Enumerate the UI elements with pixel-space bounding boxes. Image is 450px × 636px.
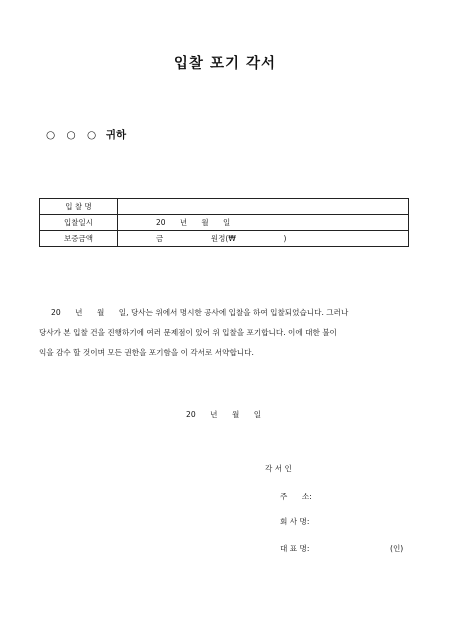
table-row	[40, 215, 409, 231]
recipient-suffix: 귀하	[105, 129, 127, 141]
bid-date-value: 20 년 월 일	[118, 215, 409, 231]
table-row	[40, 199, 409, 215]
representative-label: 대 표 명:	[280, 544, 310, 553]
signatory-heading: 각 서 인	[265, 464, 292, 473]
bid-name-value	[118, 199, 409, 215]
bid-info-table	[39, 198, 409, 247]
table-row	[40, 231, 409, 247]
address-label: 주 소:	[280, 492, 312, 501]
body-line-1: 20 년 월 일, 당사는 위에서 명시한 공사에 입찰을 하여 입찰되었습니다. 그러나	[51, 308, 349, 317]
recipient-placeholder: ○ ○ ○	[46, 129, 101, 141]
recipient-line	[46, 127, 126, 142]
company-name-label: 회 사 명:	[280, 517, 310, 526]
body-line-2: 당사가 본 입찰 건을 진행하기에 여러 문제점이 있어 위 입찰을 포기합니다. 이에 대한 불이	[39, 328, 337, 337]
document-date: 20 년 월 일	[186, 410, 262, 419]
document-title: 입찰 포기 각서	[173, 55, 277, 72]
deposit-amount-value: 금 원정(₩ )	[118, 231, 409, 247]
seal-mark: (인)	[390, 544, 404, 553]
body-line-3: 익을 감수 할 것이며 모든 권한을 포기함을 이 각서로 서약합니다.	[39, 348, 254, 357]
bid-date-label: 입찰일시	[40, 215, 118, 231]
bid-name-label: 입 찰 명	[40, 199, 118, 215]
deposit-amount-label: 보증금액	[40, 231, 118, 247]
pledge-body	[39, 303, 411, 363]
